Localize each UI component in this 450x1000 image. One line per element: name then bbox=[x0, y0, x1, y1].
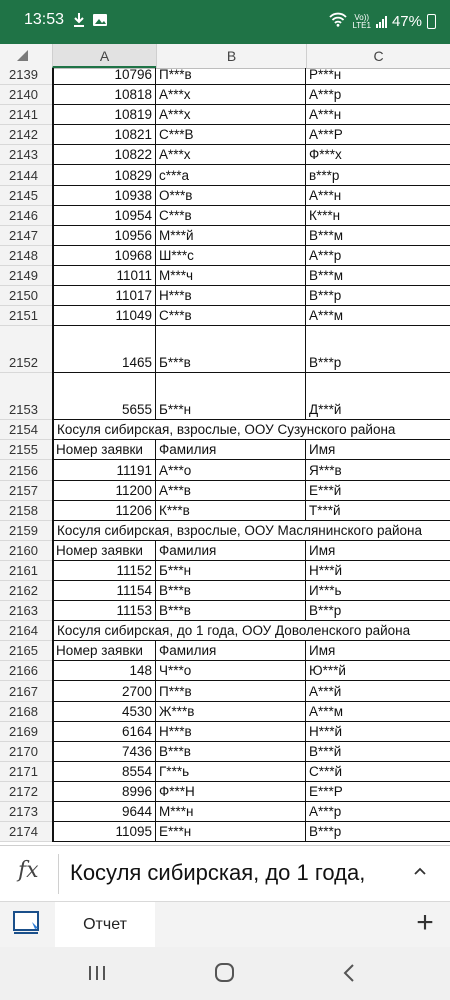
column-header-a[interactable]: A bbox=[52, 44, 156, 68]
cell-name[interactable]: А***н bbox=[306, 186, 450, 206]
cell-name[interactable]: Ю***й bbox=[306, 661, 450, 681]
table-row bbox=[0, 266, 450, 286]
cell-name[interactable]: В***р bbox=[306, 326, 450, 373]
status-bar bbox=[0, 0, 450, 44]
row-header[interactable]: 2174 bbox=[0, 822, 52, 842]
cell-request-number[interactable]: 10956 bbox=[52, 226, 156, 246]
row-header[interactable]: 2161 bbox=[0, 561, 52, 581]
cell-request-number[interactable]: 10968 bbox=[52, 246, 156, 266]
cell-surname[interactable]: Ж***в bbox=[156, 702, 306, 722]
row-header[interactable]: 2159 bbox=[0, 521, 52, 541]
row-header[interactable]: 2157 bbox=[0, 481, 52, 501]
cell-request-number[interactable]: Номер заявки bbox=[52, 440, 156, 460]
sheet-tab-bar bbox=[0, 901, 450, 948]
row-header[interactable]: 2167 bbox=[0, 681, 52, 701]
cell-request-number[interactable]: 4530 bbox=[52, 702, 156, 722]
table-row bbox=[0, 661, 450, 681]
cell-surname[interactable]: Е***н bbox=[156, 822, 306, 842]
cell-name[interactable]: В***р bbox=[306, 286, 450, 306]
row-header[interactable]: 2145 bbox=[0, 186, 52, 206]
cell-name[interactable]: А***р bbox=[306, 85, 450, 105]
row-header[interactable]: 2140 bbox=[0, 85, 52, 105]
cell-surname[interactable]: А***х bbox=[156, 145, 306, 165]
cell-name[interactable]: В***р bbox=[306, 822, 450, 842]
table-header-row bbox=[0, 641, 450, 661]
table-row bbox=[0, 85, 450, 105]
row-header[interactable]: 2146 bbox=[0, 206, 52, 226]
cell-request-number[interactable]: Номер заявки bbox=[52, 541, 156, 561]
back-icon[interactable] bbox=[330, 959, 370, 987]
wifi-icon bbox=[329, 12, 347, 31]
table-row bbox=[0, 165, 450, 185]
sheets-icon[interactable] bbox=[0, 902, 55, 948]
section-title-row bbox=[0, 621, 450, 641]
row-header[interactable]: 2160 bbox=[0, 541, 52, 561]
cell-name[interactable]: С***й bbox=[306, 762, 450, 782]
cell-name[interactable]: А***р bbox=[306, 246, 450, 266]
table-row bbox=[0, 601, 450, 621]
cell-name[interactable]: А***й bbox=[306, 681, 450, 701]
table-row bbox=[0, 702, 450, 722]
table-row bbox=[0, 501, 450, 521]
spreadsheet-grid[interactable] bbox=[0, 68, 450, 845]
cell-surname[interactable]: К***в bbox=[156, 501, 306, 521]
row-header[interactable]: 2151 bbox=[0, 306, 52, 326]
navigation-bar bbox=[0, 947, 450, 1000]
table-row bbox=[0, 802, 450, 822]
cell-surname[interactable]: В***в bbox=[156, 601, 306, 621]
row-header[interactable]: 2150 bbox=[0, 286, 52, 306]
table-row bbox=[0, 742, 450, 762]
cell-request-number[interactable]: 11095 bbox=[52, 822, 156, 842]
cell-request-number[interactable]: 11049 bbox=[52, 306, 156, 326]
cell-surname[interactable]: Ф***Н bbox=[156, 782, 306, 802]
row-header[interactable]: 2165 bbox=[0, 641, 52, 661]
cell-request-number[interactable]: 10954 bbox=[52, 206, 156, 226]
cell-surname[interactable]: А***в bbox=[156, 481, 306, 501]
row-header[interactable]: 2155 bbox=[0, 440, 52, 460]
row-header[interactable]: 2172 bbox=[0, 782, 52, 802]
add-sheet-button[interactable]: + bbox=[416, 906, 434, 939]
column-header-bar bbox=[0, 44, 450, 69]
cell-surname[interactable]: П***в bbox=[156, 681, 306, 701]
battery-percent: 47% bbox=[391, 13, 422, 30]
network-type bbox=[352, 14, 371, 30]
table-row bbox=[0, 722, 450, 742]
cell-request-number[interactable]: 11206 bbox=[52, 501, 156, 521]
cell-surname[interactable]: С***В bbox=[156, 125, 306, 145]
row-header[interactable]: 2153 bbox=[0, 373, 52, 420]
table-header-row bbox=[0, 440, 450, 460]
cell-surname[interactable]: Н***в bbox=[156, 286, 306, 306]
cell-name[interactable]: В***м bbox=[306, 226, 450, 246]
section-title-cell[interactable]: Косуля сибирская, до 1 года, ООУ Доволенского района bbox=[52, 621, 450, 641]
table-row bbox=[0, 125, 450, 145]
cell-request-number[interactable]: 7436 bbox=[52, 742, 156, 762]
table-row bbox=[0, 206, 450, 226]
cell-name[interactable]: И***ь bbox=[306, 581, 450, 601]
table-row bbox=[0, 105, 450, 125]
chevron-up-icon[interactable] bbox=[413, 864, 427, 878]
cell-surname[interactable]: Б***в bbox=[156, 326, 306, 373]
row-header[interactable]: 2169 bbox=[0, 722, 52, 742]
cell-surname[interactable]: Б***н bbox=[156, 373, 306, 420]
cell-surname[interactable]: Фамилия bbox=[156, 641, 306, 661]
cell-request-number[interactable]: 8996 bbox=[52, 782, 156, 802]
cell-name[interactable]: Н***й bbox=[306, 561, 450, 581]
cell-request-number[interactable]: 11152 bbox=[52, 561, 156, 581]
cell-name[interactable]: А***р bbox=[306, 802, 450, 822]
cell-request-number[interactable]: 11154 bbox=[52, 581, 156, 601]
table-row bbox=[0, 762, 450, 782]
cell-name[interactable]: Р***н bbox=[306, 68, 450, 85]
cell-request-number[interactable]: 10818 bbox=[52, 85, 156, 105]
cell-surname[interactable]: с***а bbox=[156, 165, 306, 185]
row-header[interactable]: 2142 bbox=[0, 125, 52, 145]
cell-name[interactable]: А***м bbox=[306, 306, 450, 326]
cell-surname[interactable]: М***н bbox=[156, 802, 306, 822]
table-row bbox=[0, 481, 450, 501]
row-header[interactable]: 2164 bbox=[0, 621, 52, 641]
cell-request-number[interactable]: 11191 bbox=[52, 460, 156, 480]
cell-surname[interactable]: А***х bbox=[156, 105, 306, 125]
row-header[interactable]: 2170 bbox=[0, 742, 52, 762]
table-row bbox=[0, 145, 450, 165]
cell-surname[interactable]: Б***н bbox=[156, 561, 306, 581]
function-icon[interactable]: fx bbox=[18, 858, 39, 883]
cell-surname[interactable]: А***х bbox=[156, 85, 306, 105]
image-icon bbox=[92, 12, 108, 31]
table-row bbox=[0, 581, 450, 601]
cell-name[interactable]: В***р bbox=[306, 601, 450, 621]
formula-divider bbox=[58, 854, 59, 894]
cell-request-number[interactable]: 11011 bbox=[52, 266, 156, 286]
cell-name[interactable]: Т***й bbox=[306, 501, 450, 521]
cell-request-number[interactable]: 9644 bbox=[52, 802, 156, 822]
cell-surname[interactable]: А***о bbox=[156, 460, 306, 480]
cell-name[interactable]: Д***й bbox=[306, 373, 450, 420]
cell-name[interactable]: А***н bbox=[306, 105, 450, 125]
cell-surname[interactable]: С***в bbox=[156, 206, 306, 226]
row-header[interactable]: 2158 bbox=[0, 501, 52, 521]
table-row bbox=[0, 782, 450, 802]
formula-bar[interactable] bbox=[0, 845, 450, 902]
recents-icon[interactable] bbox=[77, 959, 117, 987]
formula-input[interactable]: Косуля сибирская, до 1 года, bbox=[70, 860, 366, 885]
cell-surname[interactable]: Г***ь bbox=[156, 762, 306, 782]
cell-name[interactable]: В***й bbox=[306, 742, 450, 762]
table-row bbox=[0, 822, 450, 842]
table-row bbox=[0, 68, 450, 85]
cell-surname[interactable]: В***в bbox=[156, 581, 306, 601]
sheet-tab-report[interactable]: Отчет bbox=[55, 902, 155, 948]
cell-name[interactable]: К***н bbox=[306, 206, 450, 226]
download-icon bbox=[72, 12, 86, 31]
cell-request-number[interactable]: 10829 bbox=[52, 165, 156, 185]
cell-name[interactable]: Е***й bbox=[306, 481, 450, 501]
table-row bbox=[0, 226, 450, 246]
cell-name[interactable]: Ф***х bbox=[306, 145, 450, 165]
cell-request-number[interactable]: 10938 bbox=[52, 186, 156, 206]
cell-name[interactable]: Имя bbox=[306, 440, 450, 460]
row-header[interactable]: 2148 bbox=[0, 246, 52, 266]
section-title-cell[interactable]: Косуля сибирская, взрослые, ООУ Сузунского района bbox=[52, 420, 450, 440]
table-header-row bbox=[0, 541, 450, 561]
row-header[interactable]: 2156 bbox=[0, 460, 52, 480]
cell-surname[interactable]: С***в bbox=[156, 306, 306, 326]
cell-surname[interactable]: Фамилия bbox=[156, 541, 306, 561]
cell-surname[interactable]: О***в bbox=[156, 186, 306, 206]
row-header[interactable]: 2147 bbox=[0, 226, 52, 246]
row-header[interactable]: 2154 bbox=[0, 420, 52, 440]
cell-request-number[interactable]: 10822 bbox=[52, 145, 156, 165]
table-row bbox=[0, 286, 450, 306]
cell-request-number[interactable]: 11017 bbox=[52, 286, 156, 306]
cell-name[interactable]: Я***в bbox=[306, 460, 450, 480]
home-icon[interactable] bbox=[204, 959, 244, 987]
section-title-row bbox=[0, 420, 450, 440]
cell-request-number[interactable]: 10821 bbox=[52, 125, 156, 145]
cell-request-number[interactable]: 6164 bbox=[52, 722, 156, 742]
cell-surname[interactable]: Н***в bbox=[156, 722, 306, 742]
cell-request-number[interactable]: 11153 bbox=[52, 601, 156, 621]
cell-name[interactable]: Н***й bbox=[306, 722, 450, 742]
cell-surname[interactable]: П***в bbox=[156, 68, 306, 85]
cell-name[interactable]: В***м bbox=[306, 266, 450, 286]
select-all-corner[interactable] bbox=[0, 44, 52, 68]
row-header[interactable]: 2171 bbox=[0, 762, 52, 782]
volte-label: Vo)) bbox=[354, 12, 370, 22]
cell-request-number[interactable]: 5655 bbox=[52, 373, 156, 420]
cell-surname[interactable]: Фамилия bbox=[156, 440, 306, 460]
column-header-c[interactable]: C bbox=[306, 44, 450, 68]
section-title-row bbox=[0, 521, 450, 541]
cell-request-number[interactable]: Номер заявки bbox=[52, 641, 156, 661]
table-row bbox=[0, 246, 450, 266]
cell-surname[interactable]: М***й bbox=[156, 226, 306, 246]
table-row bbox=[0, 373, 450, 420]
cell-surname[interactable]: М***ч bbox=[156, 266, 306, 286]
status-time: 13:53 bbox=[24, 11, 65, 28]
battery-icon bbox=[427, 14, 436, 29]
table-row bbox=[0, 186, 450, 206]
cell-name[interactable]: в***р bbox=[306, 165, 450, 185]
row-header[interactable]: 2144 bbox=[0, 165, 52, 185]
row-header[interactable]: 2139 bbox=[0, 68, 52, 85]
cell-surname[interactable]: Ч***о bbox=[156, 661, 306, 681]
section-title-cell[interactable]: Косуля сибирская, взрослые, ООУ Маслянинского района bbox=[52, 521, 450, 541]
row-header[interactable]: 2163 bbox=[0, 601, 52, 621]
cell-request-number[interactable]: 10796 bbox=[52, 68, 156, 85]
cell-name[interactable]: А***Р bbox=[306, 125, 450, 145]
cell-request-number[interactable]: 8554 bbox=[52, 762, 156, 782]
cell-surname[interactable]: В***в bbox=[156, 742, 306, 762]
row-header[interactable]: 2141 bbox=[0, 105, 52, 125]
row-header[interactable]: 2168 bbox=[0, 702, 52, 722]
cell-name[interactable]: Имя bbox=[306, 541, 450, 561]
cell-name[interactable]: А***м bbox=[306, 702, 450, 722]
cell-request-number[interactable]: 148 bbox=[52, 661, 156, 681]
cell-surname[interactable]: Ш***с bbox=[156, 246, 306, 266]
table-row bbox=[0, 306, 450, 326]
lte-label: LTE1 bbox=[352, 20, 371, 30]
row-header[interactable]: 2162 bbox=[0, 581, 52, 601]
cell-request-number[interactable]: 10819 bbox=[52, 105, 156, 125]
cell-request-number[interactable]: 2700 bbox=[52, 681, 156, 701]
row-header[interactable]: 2166 bbox=[0, 661, 52, 681]
cell-name[interactable]: Имя bbox=[306, 641, 450, 661]
column-header-b[interactable]: B bbox=[156, 44, 306, 68]
row-header[interactable]: 2152 bbox=[0, 326, 52, 373]
table-row bbox=[0, 561, 450, 581]
grid-rows bbox=[0, 68, 450, 842]
table-row bbox=[0, 326, 450, 373]
signal-icon bbox=[376, 16, 387, 28]
row-header[interactable]: 2173 bbox=[0, 802, 52, 822]
row-header[interactable]: 2143 bbox=[0, 145, 52, 165]
table-row bbox=[0, 460, 450, 480]
cell-name[interactable]: Е***Р bbox=[306, 782, 450, 802]
cell-request-number[interactable]: 1465 bbox=[52, 326, 156, 373]
table-row bbox=[0, 681, 450, 701]
row-header[interactable]: 2149 bbox=[0, 266, 52, 286]
cell-request-number[interactable]: 11200 bbox=[52, 481, 156, 501]
